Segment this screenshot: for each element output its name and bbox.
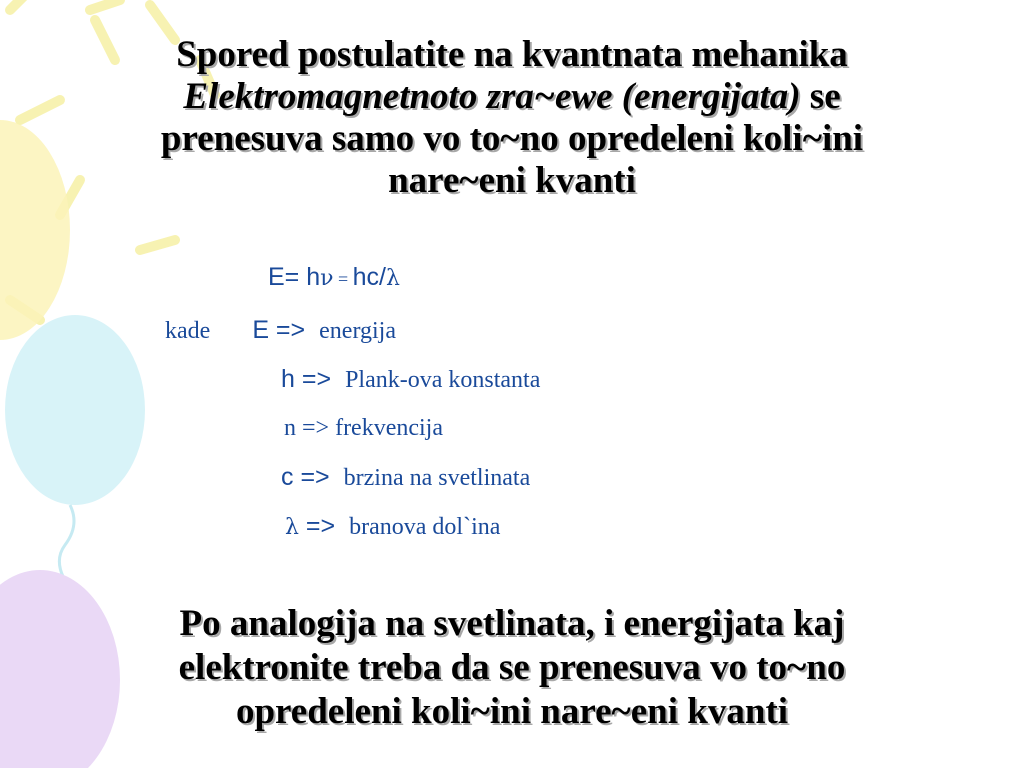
energy-formula [268, 262, 400, 294]
formula-hc: hc/ [352, 263, 387, 291]
speed-symbol: c => [281, 463, 330, 491]
formula-equals: = [333, 269, 353, 289]
definition-speed [281, 462, 530, 493]
title-line-2-rest: se [800, 76, 841, 117]
title-italic-phrase: Elektromagnetnoto zra~ewe (energijata) [183, 76, 801, 117]
wavelength-arrow: => [298, 512, 336, 540]
nu-symbol: ν [320, 266, 334, 291]
wavelength-symbol: λ [285, 515, 299, 540]
conclusion-line-2: elektronite treba da se prenesuva vo to~no [178, 647, 846, 688]
conclusion-paragraph [60, 602, 964, 734]
title-line-2 [40, 76, 984, 118]
energy-symbol: E => [252, 316, 306, 344]
planck-description: Plank-ova konstanta [345, 367, 541, 393]
definition-frequency [284, 413, 443, 443]
slide-title [40, 34, 984, 202]
lambda-symbol: λ [386, 266, 400, 291]
definition-energy [165, 315, 396, 346]
title-line-3: prenesuva samo vo to~no opredeleni koli~ini [160, 118, 864, 159]
conclusion-line-3: opredeleni koli~ini nare~eni kvanti [235, 691, 789, 732]
wavelength-description: branova dol`ina [349, 514, 501, 540]
energy-description: energija [319, 318, 396, 344]
title-line-4: nare~eni kvanti [388, 160, 636, 201]
speed-description: brzina na svetlinata [343, 465, 531, 491]
kade-label: kade [165, 318, 211, 344]
cyan-balloon [5, 315, 145, 595]
title-line-1: Spored postulatite na kvantnata mehanika [176, 34, 848, 75]
definition-planck [281, 364, 540, 395]
planck-symbol: h => [281, 365, 332, 393]
definition-wavelength [285, 511, 500, 543]
frequency-text: n => frekvencija [284, 415, 443, 441]
formula-e-prefix: E= h [268, 263, 321, 291]
conclusion-line-1: Po analogija na svetlinata, i energijata kaj [179, 603, 845, 644]
